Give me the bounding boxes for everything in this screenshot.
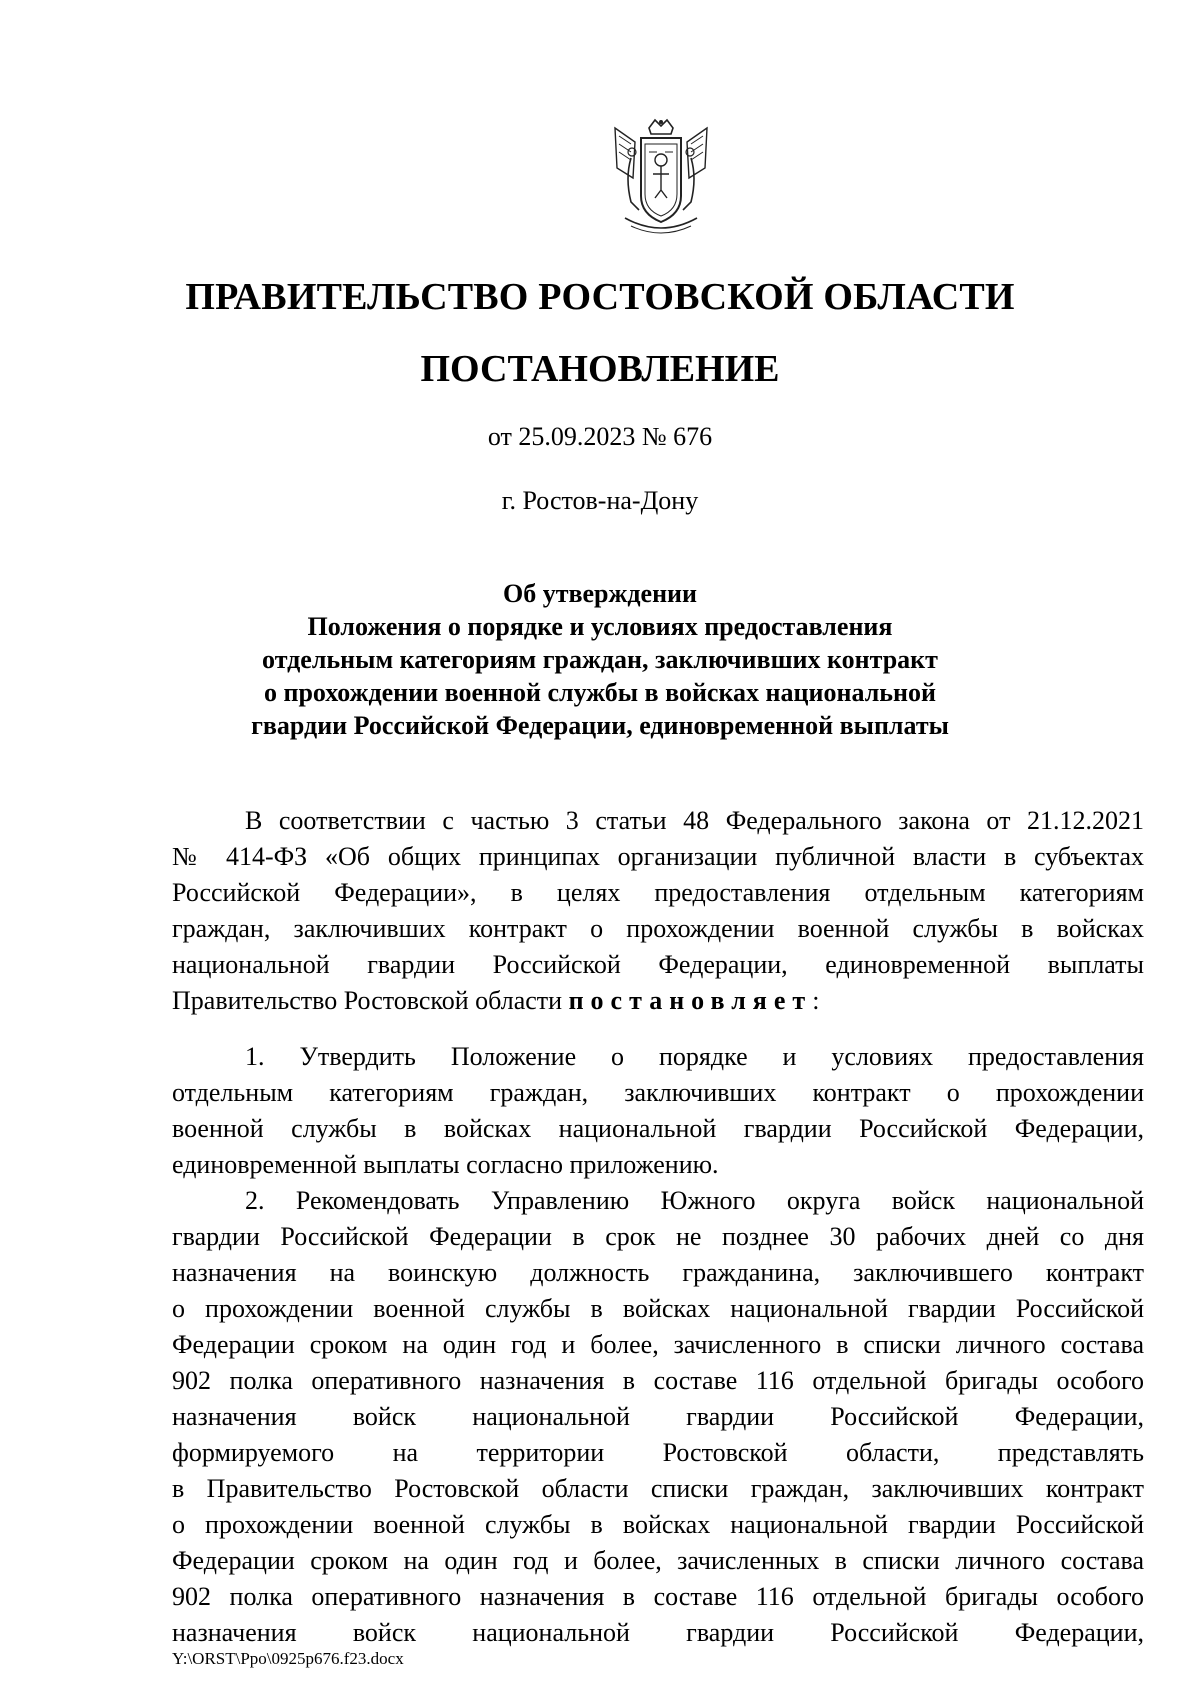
text-line: в Правительство Ростовской области списки граждан, заключивших контракт: [172, 1474, 1144, 1503]
title-line: отдельным категориям граждан, заключивших контракт: [262, 645, 938, 674]
text-line: Федерации сроком на один год и более, зачисленных в списки личного состава: [172, 1546, 1144, 1575]
decree-colon: :: [812, 986, 820, 1015]
text-line: назначения войск национальной гвардии Российской Федерации,: [172, 1618, 1144, 1647]
text-line: назначения войск национальной гвардии Российской Федерации,: [172, 1402, 1144, 1431]
text-line: единовременной выплаты согласно приложению.: [172, 1150, 719, 1179]
title-line: гвардии Российской Федерации, единовременной выплаты: [251, 711, 949, 740]
text-line: 902 полка оперативного назначения в составе 116 отдельной бригады особого: [172, 1366, 1144, 1395]
text-line: национальной гвардии Российской Федерации, единовременной выплаты: [172, 950, 1144, 979]
document-type-heading: ПОСТАНОВЛЕНИЕ: [420, 348, 780, 390]
date-and-number: от 25.09.2023 № 676: [487, 422, 713, 451]
text-line: № 414-ФЗ «Об общих принципах организации публичной власти в субъектах: [172, 842, 1144, 871]
coat-of-arms-icon: [605, 118, 717, 240]
text-line: о прохождении военной службы в войсках национальной гвардии Российской: [172, 1510, 1144, 1539]
document-title: [170, 577, 1030, 742]
text-line: Российской Федерации», в целях предоставления отдельным категориям: [172, 878, 1144, 907]
text-line: гвардии Российской Федерации в срок не позднее 30 рабочих дней со дня: [172, 1222, 1144, 1251]
decree-subject: Правительство Ростовской области: [172, 986, 563, 1015]
city-name: г. Ростов-на-Дону: [501, 486, 699, 515]
decree-word: постановляет: [568, 986, 813, 1015]
title-line: Об утверждении: [502, 579, 698, 608]
text-line: о прохождении военной службы в войсках национальной гвардии Российской: [172, 1294, 1144, 1323]
title-line: Положения о порядке и условиях предоставления: [307, 612, 893, 641]
text-line: 2. Рекомендовать Управлению Южного округа войск национальной: [245, 1186, 1144, 1215]
text-line: формируемого на территории Ростовской области, представлять: [172, 1438, 1144, 1467]
text-line: 902 полка оперативного назначения в составе 116 отдельной бригады особого: [172, 1582, 1144, 1611]
title-line: о прохождении военной службы в войсках национальной: [263, 678, 937, 707]
preamble-paragraph: [172, 803, 1144, 1019]
text-line: военной службы в войсках национальной гвардии Российской Федерации,: [172, 1114, 1144, 1143]
text-line: [172, 983, 1144, 1019]
text-line: назначения на воинскую должность гражданина, заключившего контракт: [172, 1258, 1144, 1287]
text-line: граждан, заключивших контракт о прохождении военной службы в войсках: [172, 914, 1144, 943]
text-line: В соответствии с частью 3 статьи 48 Федерального закона от 21.12.2021: [245, 806, 1144, 835]
organization-heading: ПРАВИТЕЛЬСТВО РОСТОВСКОЙ ОБЛАСТИ: [185, 276, 1015, 318]
text-line: 1. Утвердить Положение о порядке и условиях предоставления: [245, 1042, 1144, 1071]
text-line: отдельным категориям граждан, заключивших контракт о прохождении: [172, 1078, 1144, 1107]
numbered-items: [172, 1039, 1144, 1651]
text-line: Федерации сроком на один год и более, зачисленного в списки личного состава: [172, 1330, 1144, 1359]
file-path-footer: Y:\ORST\Ppo\0925p676.f23.docx: [172, 1649, 404, 1668]
